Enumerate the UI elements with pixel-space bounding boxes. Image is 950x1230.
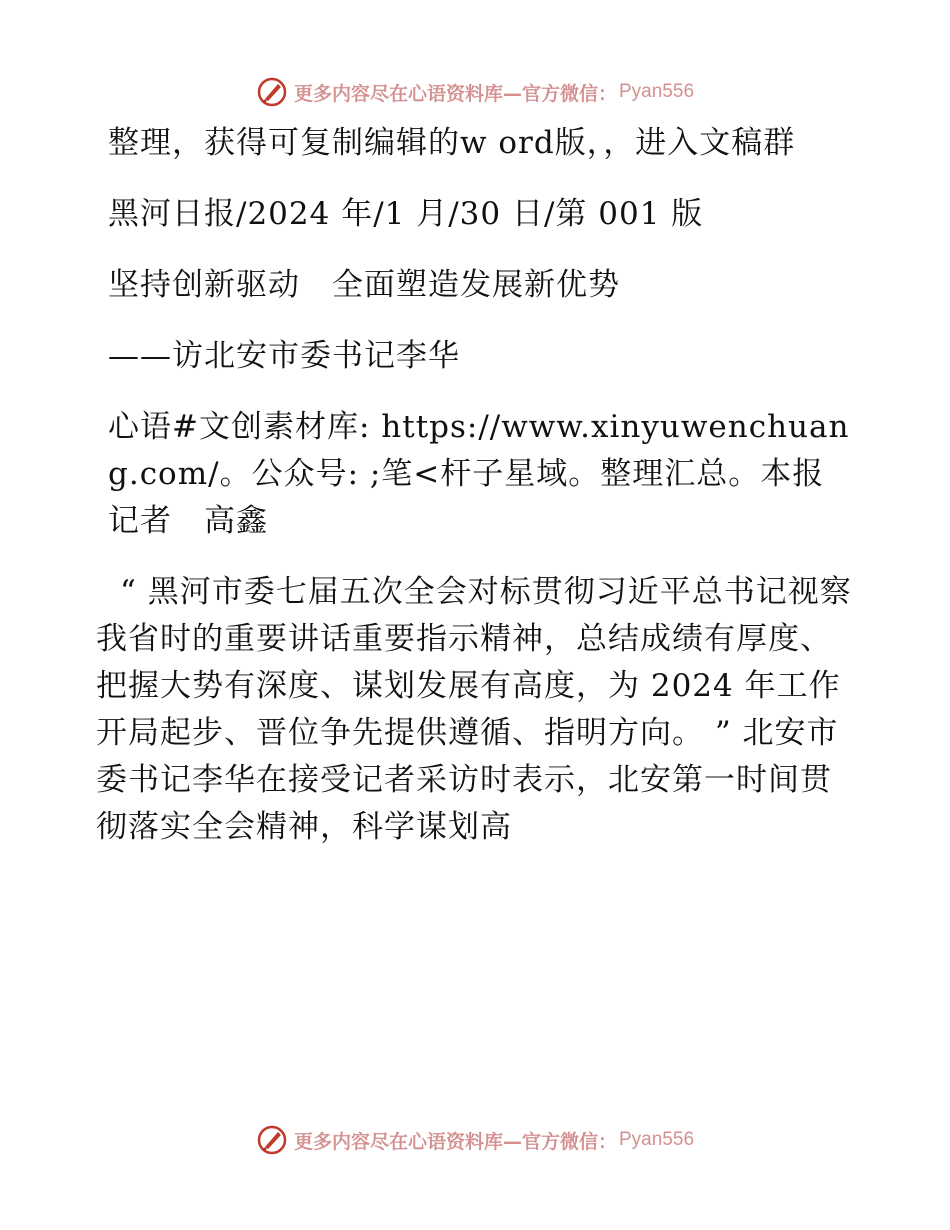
watermark-text: 更多内容尽在心语资料库—官方微信：: [293, 82, 617, 105]
source-line: 黑河日报/2024 年/1 月/30 日/第 001 版: [108, 196, 704, 232]
source-note: 心语#文创素材库: https://www.xinyuwenchuang.com/。公众号: ;笔<杆子星域。整理汇总。本报记者 高鑫: [108, 409, 850, 539]
watermark-text: 更多内容尽在心语资料库—官方微信：: [293, 1130, 617, 1153]
watermark-handle: Pyan556: [619, 1129, 695, 1150]
header-watermark: [0, 72, 950, 112]
quill-pen-circle-icon: [256, 76, 288, 108]
quill-pen-circle-icon: [256, 1124, 288, 1156]
article-subtitle: ——访北安市委书记李华: [108, 338, 460, 374]
footer-watermark: [0, 1120, 950, 1160]
intro-paragraph: 整理，获得可复制编辑的w ord版，，进入文稿群: [108, 125, 796, 161]
watermark-handle: Pyan556: [619, 81, 695, 102]
body-paragraph: “ 黑河市委七届五次全会对标贯彻习近平总书记视察我省时的重要讲话重要指示精神，总结成绩有厚度、把握大势有深度、谋划发展有高度，为 2024 年工作开局起步、晋位争先提供遵循、指明方向。 ” 北安市委书记李华在接受记者采访时表示，北安第一时间贯彻落实全会精神，科学谋划高: [96, 574, 852, 845]
document-body: [96, 120, 856, 875]
article-title: 坚持创新驱动 全面塑造发展新优势: [108, 267, 620, 303]
